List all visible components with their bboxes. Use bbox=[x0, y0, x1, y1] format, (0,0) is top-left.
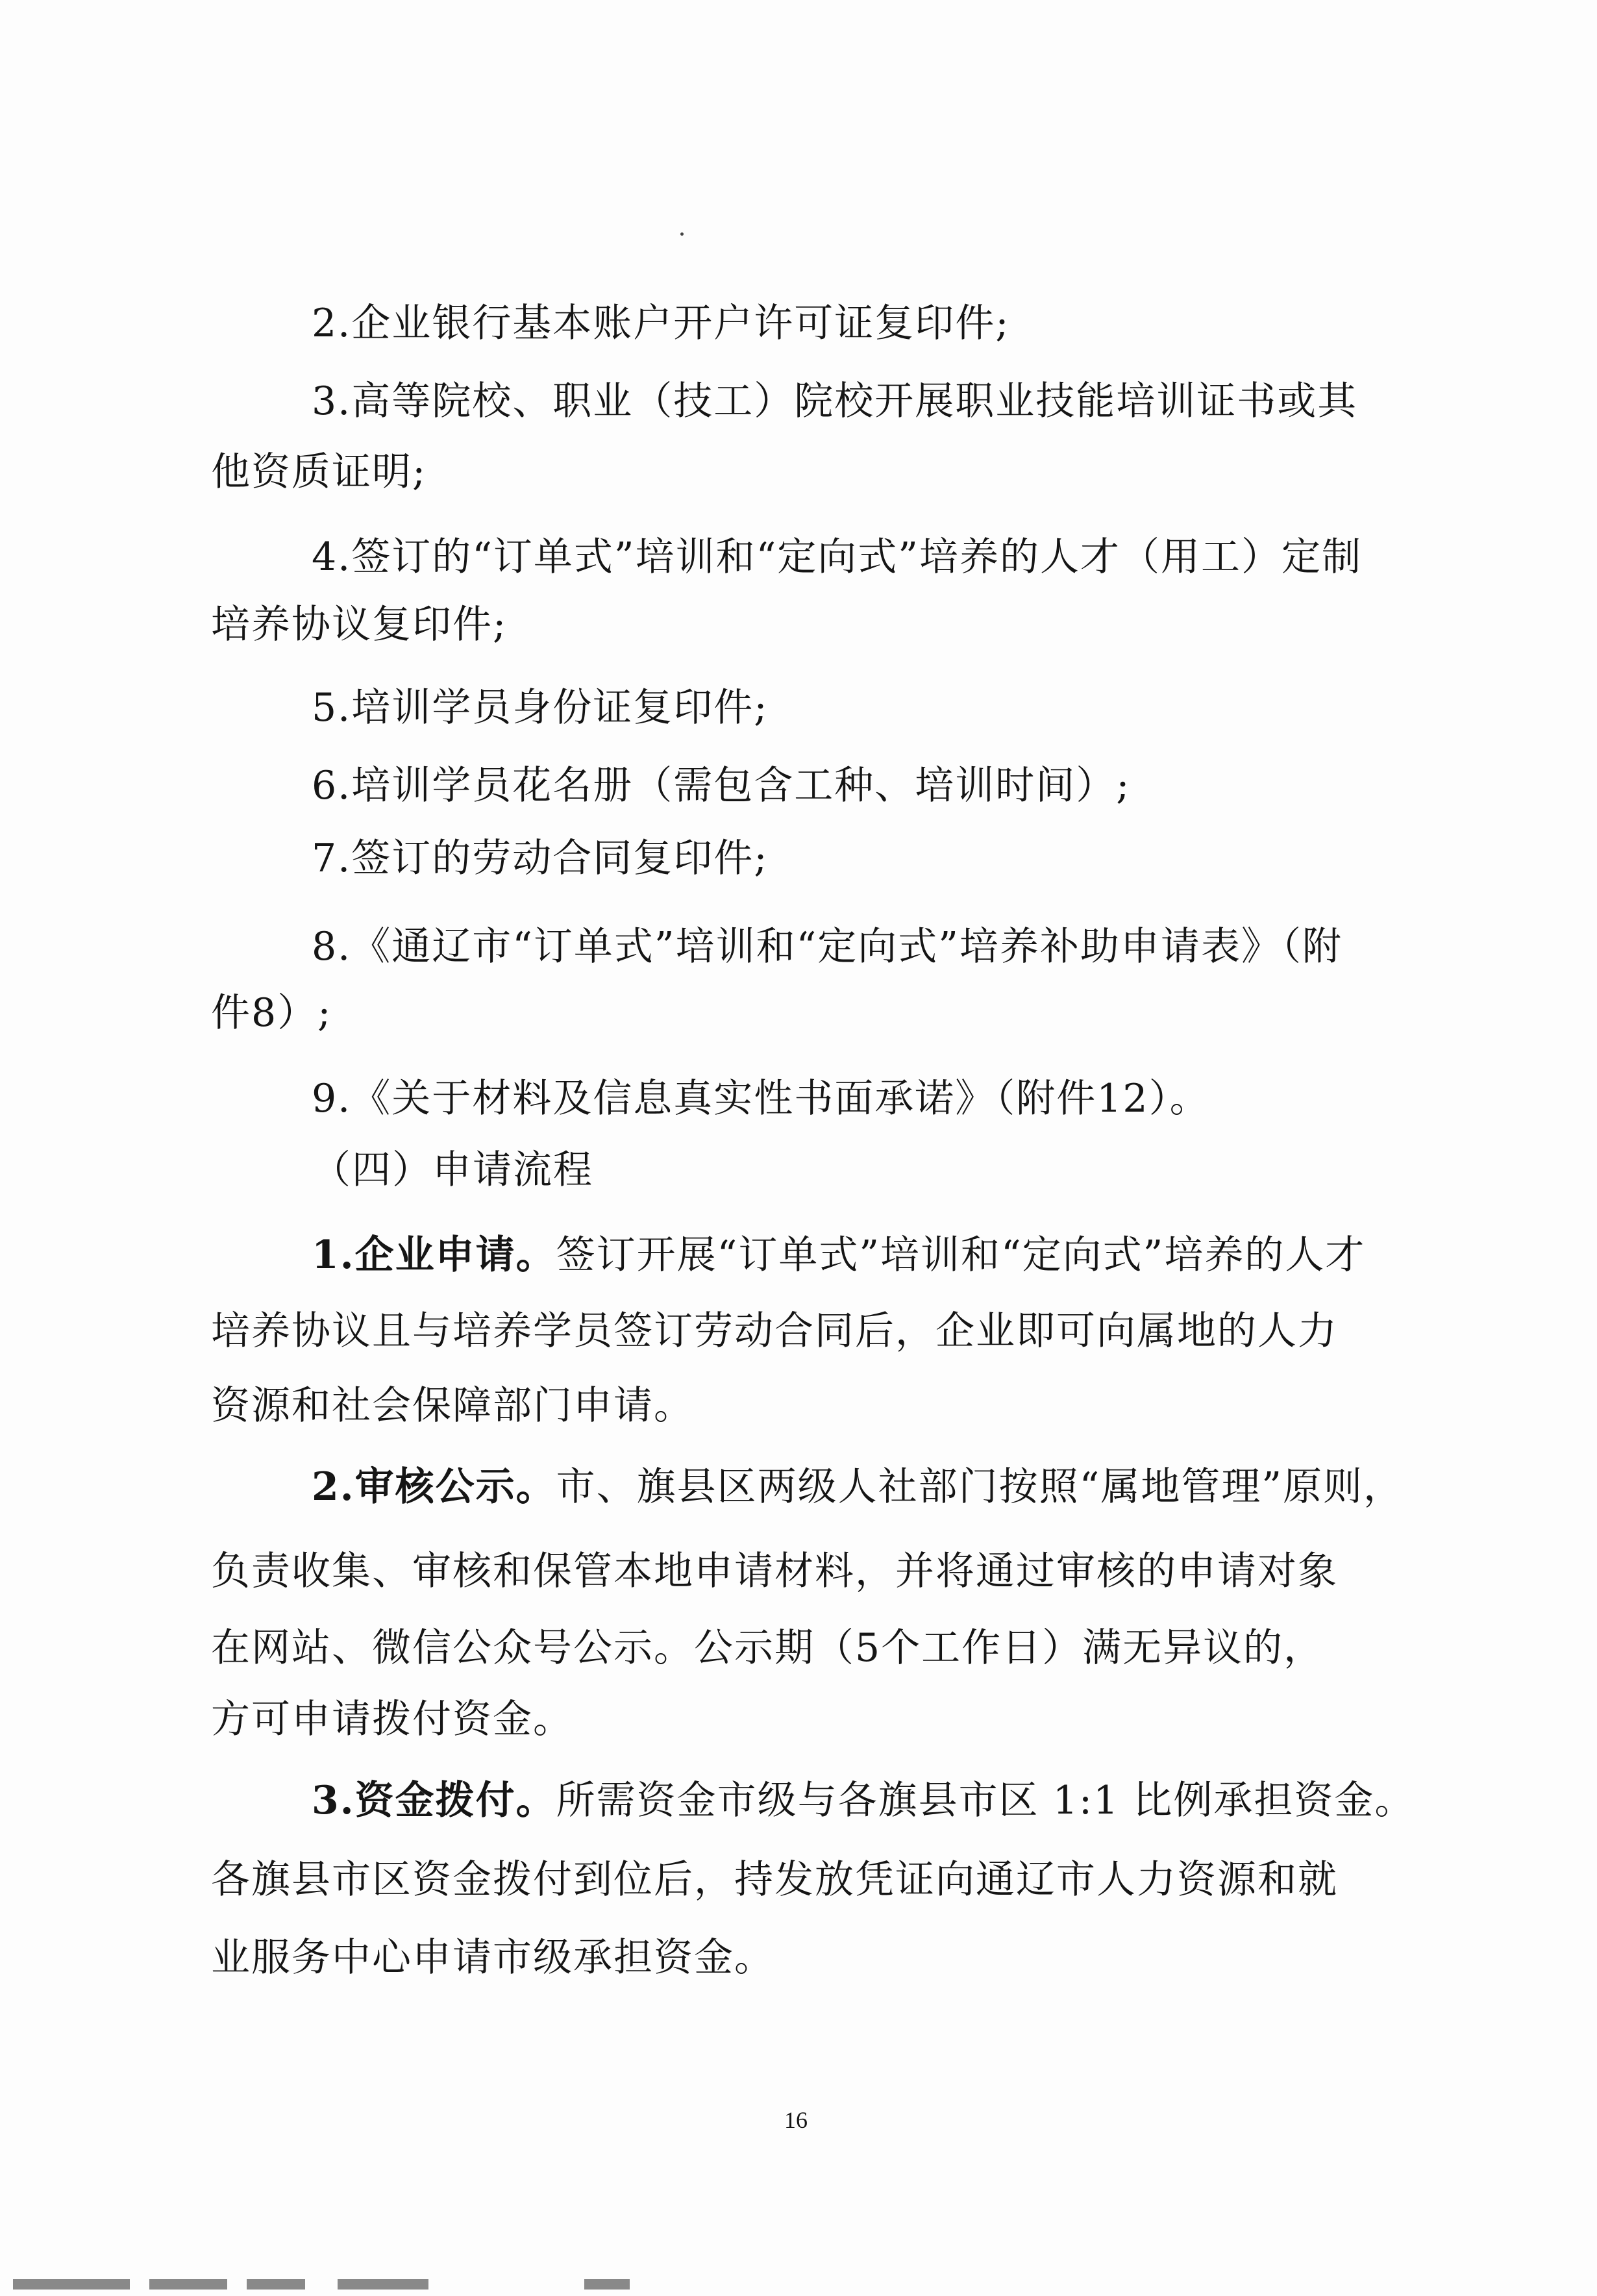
step-3-paragraph bbox=[312, 1775, 1415, 1827]
section-heading: （四）申请流程 bbox=[312, 1147, 593, 1193]
page-number: 16 bbox=[784, 2107, 808, 2133]
list-item-3: 3.高等院校、职业（技工）院校开展职业技能培训证书或其 bbox=[312, 379, 1358, 424]
list-item-4-continuation: 培养协议复印件; bbox=[211, 602, 508, 647]
step-3-title: 3.资金拨付。 bbox=[312, 1778, 556, 1823]
list-item-4: 4.签订的“订单式”培训和“定向式”培养的人才（用工）定制 bbox=[312, 534, 1362, 580]
step-1-paragraph bbox=[312, 1229, 1365, 1281]
step-2-line-2: 负责收集、审核和保管本地申请材料，并将通过审核的申请对象 bbox=[211, 1549, 1338, 1594]
scan-bottom-edge bbox=[0, 2273, 1597, 2296]
step-2-paragraph bbox=[312, 1461, 1404, 1513]
list-item-8-continuation: 件8）; bbox=[211, 990, 332, 1036]
list-item-2: 2.企业银行基本账户开户许可证复印件; bbox=[312, 301, 1010, 346]
step-1-line-3: 资源和社会保障部门申请。 bbox=[211, 1383, 694, 1429]
scan-speck bbox=[680, 232, 684, 236]
list-item-8: 8.《通辽市“订单式”培训和“定向式”培养补助申请表》（附 bbox=[312, 924, 1343, 969]
list-item-7: 7.签订的劳动合同复印件; bbox=[312, 836, 769, 881]
step-3-text: 所需资金市级与各旗县市区 1:1 比例承担资金。 bbox=[556, 1778, 1415, 1823]
step-2-text: 市、旗县区两级人社部门按照“属地管理”原则， bbox=[556, 1464, 1404, 1510]
step-3-line-3: 业服务中心申请市级承担资金。 bbox=[211, 1935, 774, 1980]
step-3-line-2: 各旗县市区资金拨付到位后，持发放凭证向通辽市人力资源和就 bbox=[211, 1857, 1338, 1903]
step-2-line-4: 方可申请拨付资金。 bbox=[211, 1697, 573, 1742]
step-1-text: 签订开展“订单式”培训和“定向式”培养的人才 bbox=[556, 1232, 1366, 1278]
list-item-5: 5.培训学员身份证复印件; bbox=[312, 685, 769, 730]
step-1-title: 1.企业申请。 bbox=[312, 1232, 556, 1278]
list-item-6: 6.培训学员花名册（需包含工种、培训时间）; bbox=[312, 763, 1131, 808]
list-item-9: 9.《关于材料及信息真实性书面承诺》（附件12）。 bbox=[312, 1076, 1210, 1121]
step-2-title: 2.审核公示。 bbox=[312, 1464, 556, 1510]
list-item-3-continuation: 他资质证明; bbox=[211, 449, 427, 495]
step-1-line-2: 培养协议且与培养学员签订劳动合同后，企业即可向属地的人力 bbox=[211, 1308, 1338, 1354]
step-2-line-3: 在网站、微信公众号公示。公示期（5个工作日）满无异议的， bbox=[211, 1625, 1324, 1671]
